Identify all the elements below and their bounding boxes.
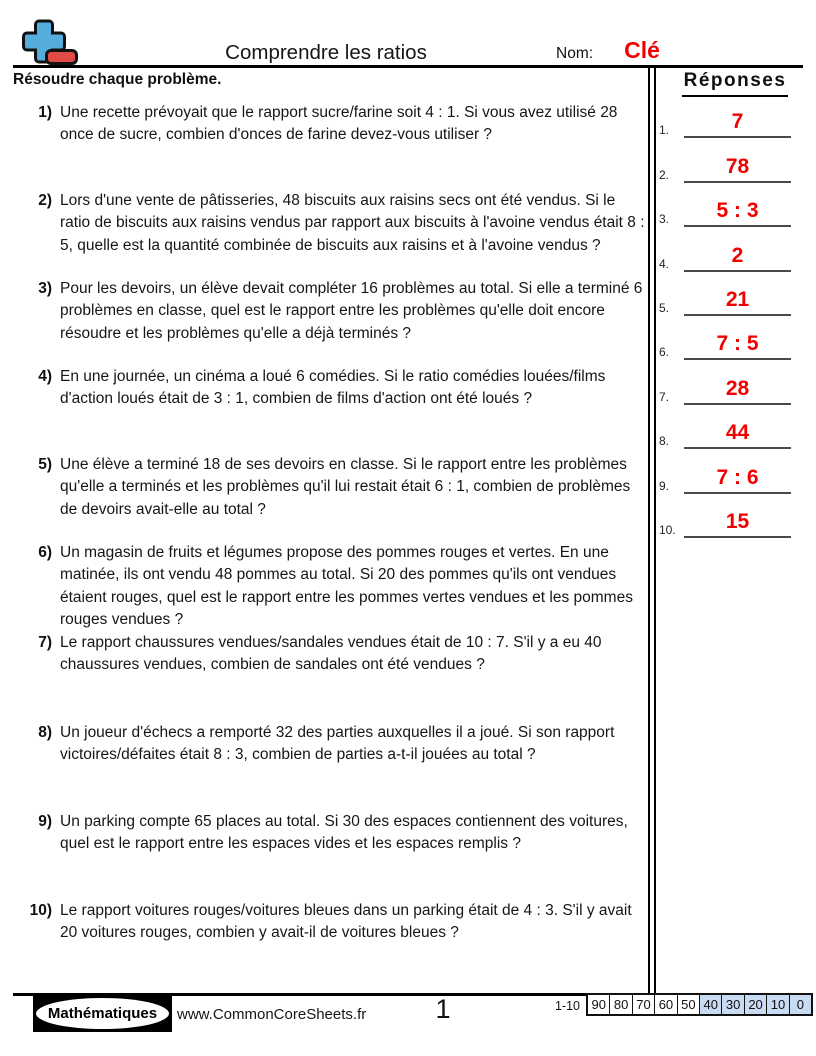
score-cell: 20 <box>744 995 766 1014</box>
answer-blank-line <box>684 143 791 183</box>
answer-blank-line <box>684 365 791 405</box>
problem-item <box>26 632 648 677</box>
score-cell: 80 <box>609 995 631 1014</box>
score-cell: 0 <box>789 995 811 1014</box>
problem-text: Pour les devoirs, un élève devait compléter 16 problèmes au total. Si elle a terminé 6 problèmes en classe, quel est le rapport entre les problèmes qu'elle doit encore résoudre et les problèmes qu'elle a déjà terminés ? <box>60 280 643 342</box>
subject-badge-label: Mathématiques <box>36 998 169 1029</box>
answer-row <box>655 409 803 449</box>
problem-text: En une journée, un cinéma a loué 6 comédies. Si le ratio comédies louées/films d'action loués était de 3 : 1, combien de films d'action ont été loués ? <box>60 368 606 408</box>
answer-value: 2 <box>731 244 744 267</box>
answer-row <box>655 320 803 360</box>
problem-number: 9) <box>38 813 52 830</box>
problem-text: Une recette prévoyait que le rapport sucre/farine soit 4 : 1. Si vous avez utilisé 28 once de sucre, combien d'onces de farine devez-vous utiliser ? <box>60 104 618 144</box>
score-table <box>586 993 813 1016</box>
answer-row <box>655 276 803 316</box>
answer-blank-line <box>684 409 791 449</box>
problem-number: 10) <box>29 902 52 919</box>
answer-value: 7 : 6 <box>716 466 759 489</box>
answer-blank-line <box>684 98 791 138</box>
problem-item <box>26 278 648 345</box>
answer-number: 3. <box>659 212 670 226</box>
instruction-text: Résoudre chaque problème. <box>13 71 222 88</box>
subject-badge <box>33 995 172 1032</box>
problem-number: 8) <box>38 724 52 741</box>
answer-value: 15 <box>725 510 750 533</box>
answer-value: 7 : 5 <box>716 332 759 355</box>
problem-number: 5) <box>38 456 52 473</box>
problem-item <box>26 190 648 257</box>
page-number: 1 <box>435 994 451 1024</box>
answer-blank-line <box>684 320 791 360</box>
score-cell: 50 <box>677 995 699 1014</box>
problem-item <box>26 542 648 632</box>
answer-row <box>655 187 803 227</box>
score-cell: 40 <box>699 995 721 1014</box>
name-value: Clé <box>624 37 660 63</box>
website-text: www.CommonCoreSheets.fr <box>177 1006 367 1023</box>
score-cell: 10 <box>766 995 788 1014</box>
problem-text: Le rapport chaussures vendues/sandales vendues était de 10 : 7. S'il y a eu 40 chaussures vendues, combien de sandales ont été vendues ? <box>60 634 602 674</box>
score-cell: 70 <box>632 995 654 1014</box>
answer-blank-line <box>684 276 791 316</box>
answer-blank-line <box>684 498 791 538</box>
answer-number: 8. <box>659 434 670 448</box>
problem-item <box>26 722 648 767</box>
answer-row <box>655 498 803 538</box>
answer-row <box>655 454 803 494</box>
score-range-label: 1-10 <box>554 999 580 1013</box>
answer-number: 4. <box>659 257 670 271</box>
name-label: Nom: <box>556 45 594 62</box>
answer-value: 5 : 3 <box>716 199 759 222</box>
answer-value: 7 <box>731 110 744 133</box>
problem-number: 3) <box>38 280 52 297</box>
problem-item <box>26 102 648 147</box>
problem-text: Un joueur d'échecs a remporté 32 des parties auxquelles il a joué. Si son rapport victoires/défaites était 8 : 3, combien de parties a-t-il jouées au total ? <box>60 724 615 764</box>
score-cell: 30 <box>721 995 743 1014</box>
answer-number: 7. <box>659 390 670 404</box>
problem-number: 7) <box>38 634 52 651</box>
answer-blank-line <box>684 187 791 227</box>
problem-number: 1) <box>38 104 52 121</box>
problem-number: 2) <box>38 192 52 209</box>
answer-number: 1. <box>659 123 670 137</box>
problem-text: Lors d'une vente de pâtisseries, 48 biscuits aux raisins secs ont été vendus. Si le ratio de biscuits aux raisins vendus par rapport aux biscuits à l'avoine vendus était 8 : 5, quelle est la quantité combinée de biscuits aux raisins et à l'avoine vendus ? <box>60 192 645 254</box>
answer-number: 9. <box>659 479 670 493</box>
problem-number: 4) <box>38 368 52 385</box>
header-divider-line <box>13 65 803 68</box>
score-cell: 90 <box>591 997 606 1012</box>
problem-text: Un parking compte 65 places au total. Si 30 des espaces contiennent des voitures, quel est le rapport entre les espaces vides et les espaces remplis ? <box>60 813 628 853</box>
problem-item <box>26 811 648 856</box>
answer-row <box>655 232 803 272</box>
answer-number: 10. <box>659 523 676 537</box>
problem-text: Une élève a terminé 18 de ses devoirs en classe. Si le rapport entre les problèmes qu'elle a terminés et les problèmes qu'il lui restait était 6 : 1, combien de problèmes de devoirs avait-elle au total ? <box>60 456 631 518</box>
answer-blank-line <box>684 232 791 272</box>
answer-number: 2. <box>659 168 670 182</box>
answer-value: 21 <box>725 288 750 311</box>
answer-value: 44 <box>725 421 750 444</box>
problem-item <box>26 366 648 411</box>
problem-item <box>26 900 648 945</box>
page-title: Comprendre les ratios <box>225 41 427 64</box>
score-cell: 60 <box>654 995 676 1014</box>
problem-text: Le rapport voitures rouges/voitures bleues dans un parking était de 4 : 3. S'il y avait 20 voitures rouges, combien y avait-il de voitures bleues ? <box>60 902 632 942</box>
answer-row <box>655 143 803 183</box>
answers-heading: Réponses <box>660 70 810 97</box>
answer-value: 78 <box>725 155 750 178</box>
answer-value: 28 <box>725 377 750 400</box>
answer-row <box>655 365 803 405</box>
problem-text: Un magasin de fruits et légumes propose des pommes rouges et vertes. En une matinée, ils ont vendu 48 pommes au total. Si 20 des pommes qu'ils ont vendues étaient rouges, quel est le rapport entre les pommes vertes vendues et les pommes rouges vendues ? <box>60 544 633 629</box>
answer-number: 6. <box>659 345 670 359</box>
answer-blank-line <box>684 454 791 494</box>
answer-number: 5. <box>659 301 670 315</box>
problem-number: 6) <box>38 544 52 561</box>
problem-item <box>26 454 648 521</box>
answer-row <box>655 98 803 138</box>
